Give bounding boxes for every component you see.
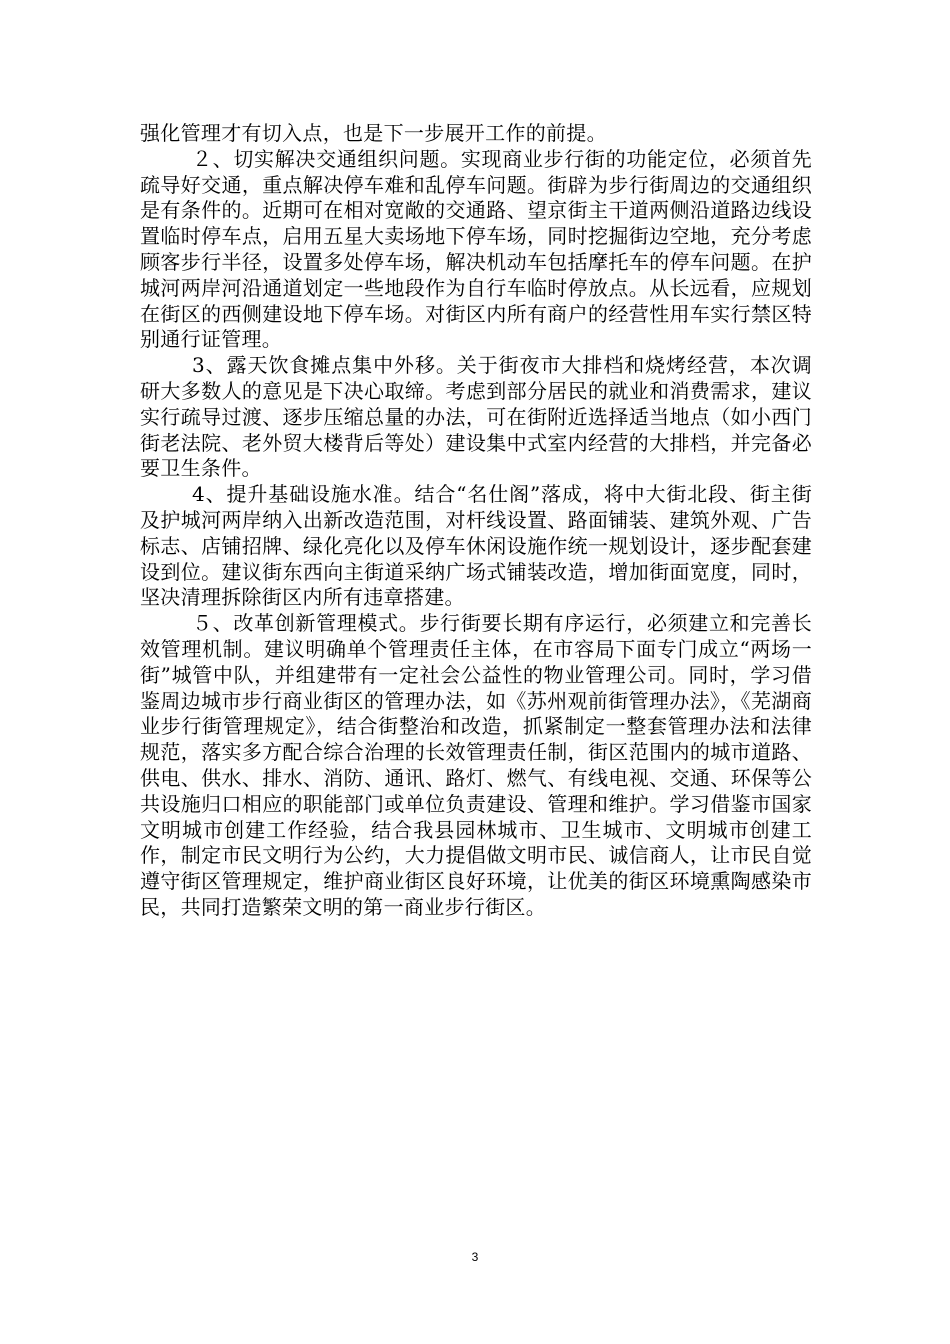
paragraph-management-reform: ５、改革创新管理模式。步行街要长期有序运行，必须建立和完善长效管理机制。建议明确单个管理责任主体，在市容局下面专门成立“两场一街”城管中队，并组建带有一定社会公益性的物业管理公司。同时，学习借鉴周边城市步行商业街区的管理办法，如《苏州观前街管理办法》，《芜湖商业步行街管理规定》，结合街整治和改造，抓紧制定一整套管理办法和法律规范，落实多方配合综合治理的长效管理责任制，街区范围内的城市道路、供电、供水、排水、消防、通讯、路灯、燃气、有线电视、交通、环保等公共设施归口相应的职能部门或单位负责建设、管理和维护。学习借鉴市国家文明城市创建工作经验，结合我县园林城市、卫生城市、文明城市创建工作，制定市民文明行为公约，大力提倡做文明市民、诚信商人，让市民自觉遵守街区管理规定，维护商业街区良好环境，让优美的街区环境熏陶感染市民，共同打造繁荣文明的第一商业步行街区。 (140, 611, 812, 919)
paragraph-infrastructure: 4、提升基础设施水准。结合“名仕阁”落成，将中大街北段、街主街及护城河两岸纳入出新改造范围，对杆线设置、路面铺装、建筑外观、广告标志、店铺招牌、绿化亮化以及停车休闲设施作统一规划设计，逐步配套建设到位。建议街东西向主街道采纳广场式铺装改造，增加街面宽度，同时，坚决清理拆除街区内所有违章搭建。 (140, 482, 812, 610)
page-number: 3 (471, 1250, 479, 1264)
paragraph-continuation: 强化管理才有切入点，也是下一步展开工作的前提。 (140, 121, 607, 145)
paragraph-food-stalls: 3、露天饮食摊点集中外移。关于街夜市大排档和烧烤经营，本次调研大多数人的意见是下决心取缔。考虑到部分居民的就业和消费需求，建议实行疏导过渡、逐步压缩总量的办法，可在街附近选择适当地点（如小西门街老法院、老外贸大楼背后等处）建设集中式室内经营的大排档，并完备必要卫生条件。 (140, 353, 812, 481)
body-text (140, 121, 812, 921)
paragraph-traffic-organization: ２、切实解决交通组织问题。实现商业步行街的功能定位，必须首先疏导好交通，重点解决停车难和乱停车问题。街辟为步行街周边的交通组织是有条件的。近期可在相对宽敞的交通路、望京街主干道两侧沿道路边线设置临时停车点，启用五星大卖场地下停车场，同时挖掘街边空地，充分考虑顾客步行半径，设置多处停车场，解决机动车包括摩托车的停车问题。在护城河两岸河沿通道划定一些地段作为自行车临时停放点。从长远看，应规划在街区的西侧建设地下停车场。对街区内所有商户的经营性用车实行禁区特别通行证管理。 (140, 146, 812, 352)
